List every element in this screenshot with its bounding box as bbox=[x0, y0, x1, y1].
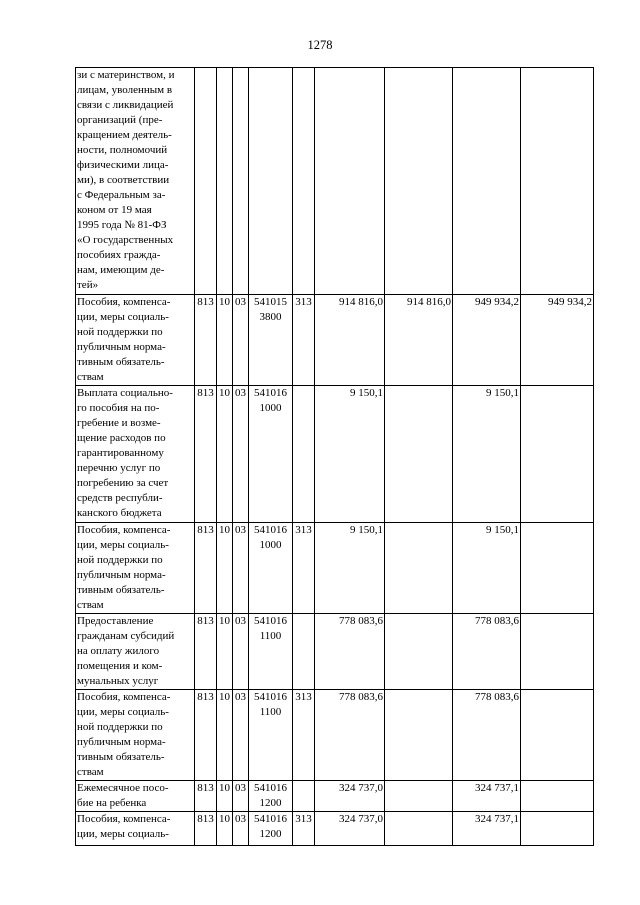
cell-name-line: средств республи- bbox=[77, 492, 163, 504]
cell-amount: 9 150,1 bbox=[315, 523, 385, 614]
table-row bbox=[76, 781, 594, 812]
cell-name-line: тей» bbox=[77, 279, 99, 291]
cell-name-line: ствам bbox=[77, 599, 104, 611]
cell-csr bbox=[249, 68, 293, 295]
cell-name-line: го пособия на по- bbox=[77, 402, 160, 414]
cell-vr: 313 bbox=[293, 295, 315, 386]
cell-name-line: тивным обязатель- bbox=[77, 584, 165, 596]
cell-csr bbox=[249, 781, 293, 812]
cell-vr bbox=[293, 68, 315, 295]
cell-name bbox=[76, 690, 195, 781]
cell-name-line: помещения и ком- bbox=[77, 660, 163, 672]
cell-name-line: перечню услуг по bbox=[77, 462, 161, 474]
cell-csr-line: 541016 bbox=[254, 782, 287, 794]
cell-amount bbox=[315, 68, 385, 295]
cell-vr bbox=[293, 386, 315, 523]
cell-pr: 03 bbox=[233, 690, 249, 781]
cell-grbs: 813 bbox=[195, 690, 217, 781]
cell-grbs: 813 bbox=[195, 523, 217, 614]
cell-amount bbox=[521, 781, 594, 812]
cell-amount: 778 083,6 bbox=[453, 690, 521, 781]
cell-rz: 10 bbox=[217, 295, 233, 386]
cell-name-line: ствам bbox=[77, 371, 104, 383]
cell-vr: 313 bbox=[293, 690, 315, 781]
cell-name-line: ции, меры социаль- bbox=[77, 828, 169, 840]
cell-amount bbox=[521, 386, 594, 523]
cell-amount bbox=[521, 812, 594, 846]
cell-amount: 9 150,1 bbox=[453, 523, 521, 614]
cell-csr-line: 1200 bbox=[259, 828, 282, 840]
cell-csr-line: 1000 bbox=[259, 402, 282, 414]
cell-amount bbox=[385, 614, 453, 690]
cell-csr-line: 1200 bbox=[259, 797, 282, 809]
cell-amount bbox=[385, 812, 453, 846]
table-row bbox=[76, 386, 594, 523]
table-row bbox=[76, 614, 594, 690]
cell-pr: 03 bbox=[233, 781, 249, 812]
cell-name-line: публичным норма- bbox=[77, 569, 166, 581]
cell-amount: 949 934,2 bbox=[521, 295, 594, 386]
cell-vr: 313 bbox=[293, 523, 315, 614]
cell-name-line: на оплату жилого bbox=[77, 645, 160, 657]
cell-csr-line: 1100 bbox=[259, 706, 282, 718]
cell-pr: 03 bbox=[233, 812, 249, 846]
cell-name-line: лицам, уволенным в bbox=[77, 84, 173, 96]
cell-csr-line: 541015 bbox=[254, 296, 287, 308]
cell-name bbox=[76, 812, 195, 846]
cell-csr-line: 541016 bbox=[254, 387, 287, 399]
cell-rz: 10 bbox=[217, 690, 233, 781]
cell-pr: 03 bbox=[233, 614, 249, 690]
table-row bbox=[76, 690, 594, 781]
page-number: 1278 bbox=[307, 38, 333, 52]
cell-amount: 324 737,1 bbox=[453, 812, 521, 846]
cell-name-line: Ежемесячное посо- bbox=[77, 782, 169, 794]
cell-name-line: пособиях гражда- bbox=[77, 249, 161, 261]
cell-name bbox=[76, 68, 195, 295]
cell-name-line: ной поддержки по bbox=[77, 326, 163, 338]
table-row bbox=[76, 295, 594, 386]
cell-pr bbox=[233, 68, 249, 295]
cell-name-line: с Федеральным за- bbox=[77, 189, 166, 201]
cell-grbs: 813 bbox=[195, 781, 217, 812]
cell-name-line: 1995 года № 81-ФЗ bbox=[77, 219, 167, 231]
cell-name-line: гражданам субсидий bbox=[77, 630, 175, 642]
cell-vr bbox=[293, 614, 315, 690]
cell-name-line: ции, меры социаль- bbox=[77, 706, 169, 718]
cell-name-line: «О государственных bbox=[77, 234, 174, 246]
cell-name-line: публичным норма- bbox=[77, 736, 166, 748]
cell-amount: 778 083,6 bbox=[315, 690, 385, 781]
cell-name-line: Выплата социально- bbox=[77, 387, 173, 399]
cell-csr bbox=[249, 386, 293, 523]
cell-amount bbox=[385, 386, 453, 523]
table-row bbox=[76, 68, 594, 295]
cell-grbs: 813 bbox=[195, 295, 217, 386]
cell-rz bbox=[217, 68, 233, 295]
cell-amount: 914 816,0 bbox=[315, 295, 385, 386]
cell-pr: 03 bbox=[233, 295, 249, 386]
cell-amount: 949 934,2 bbox=[453, 295, 521, 386]
cell-name-line: Предоставление bbox=[77, 615, 154, 627]
cell-csr-line: 541016 bbox=[254, 691, 287, 703]
cell-amount: 324 737,0 bbox=[315, 781, 385, 812]
cell-amount bbox=[385, 781, 453, 812]
cell-csr bbox=[249, 523, 293, 614]
cell-name-line: канского бюджета bbox=[77, 507, 162, 519]
cell-name bbox=[76, 523, 195, 614]
budget-table bbox=[75, 67, 594, 846]
cell-name bbox=[76, 295, 195, 386]
cell-name-line: кращением деятель- bbox=[77, 129, 172, 141]
cell-amount: 778 083,6 bbox=[453, 614, 521, 690]
cell-amount: 9 150,1 bbox=[315, 386, 385, 523]
cell-csr bbox=[249, 295, 293, 386]
cell-vr bbox=[293, 781, 315, 812]
cell-pr: 03 bbox=[233, 523, 249, 614]
table-row bbox=[76, 812, 594, 846]
cell-name-line: бие на ребенка bbox=[77, 797, 147, 809]
cell-amount bbox=[521, 68, 594, 295]
cell-rz: 10 bbox=[217, 781, 233, 812]
cell-name-line: тивным обязатель- bbox=[77, 356, 165, 368]
cell-csr bbox=[249, 690, 293, 781]
cell-amount bbox=[453, 68, 521, 295]
cell-amount bbox=[521, 690, 594, 781]
cell-name-line: щение расходов по bbox=[77, 432, 166, 444]
cell-name-line: ности, полномочий bbox=[77, 144, 168, 156]
cell-grbs: 813 bbox=[195, 386, 217, 523]
cell-rz: 10 bbox=[217, 386, 233, 523]
cell-name-line: тивным обязатель- bbox=[77, 751, 165, 763]
cell-name-line: Пособия, компенса- bbox=[77, 691, 171, 703]
cell-amount bbox=[521, 523, 594, 614]
cell-csr-line: 1000 bbox=[259, 539, 282, 551]
cell-amount bbox=[385, 68, 453, 295]
cell-name-line: ми), в соответствии bbox=[77, 174, 170, 186]
cell-amount bbox=[521, 614, 594, 690]
cell-name-line: Пособия, компенса- bbox=[77, 524, 171, 536]
cell-csr-line: 541016 bbox=[254, 813, 287, 825]
cell-amount: 914 816,0 bbox=[385, 295, 453, 386]
cell-name-line: публичным норма- bbox=[77, 341, 166, 353]
cell-csr-line: 541016 bbox=[254, 615, 287, 627]
cell-name-line: зи с материнством, и bbox=[77, 69, 175, 81]
cell-name-line: Пособия, компенса- bbox=[77, 813, 171, 825]
cell-csr bbox=[249, 812, 293, 846]
cell-name-line: мунальных услуг bbox=[77, 675, 159, 687]
cell-rz: 10 bbox=[217, 523, 233, 614]
cell-amount: 9 150,1 bbox=[453, 386, 521, 523]
cell-amount bbox=[385, 523, 453, 614]
cell-name-line: физическими лица- bbox=[77, 159, 169, 171]
table-row bbox=[76, 523, 594, 614]
cell-name-line: гарантированному bbox=[77, 447, 164, 459]
cell-name-line: нам, имеющим де- bbox=[77, 264, 165, 276]
cell-vr: 313 bbox=[293, 812, 315, 846]
cell-amount bbox=[385, 690, 453, 781]
cell-csr-line: 3800 bbox=[259, 311, 282, 323]
cell-csr-line: 1100 bbox=[259, 630, 282, 642]
cell-name-line: ной поддержки по bbox=[77, 554, 163, 566]
cell-grbs bbox=[195, 68, 217, 295]
cell-name bbox=[76, 781, 195, 812]
cell-csr-line: 541016 bbox=[254, 524, 287, 536]
cell-grbs: 813 bbox=[195, 614, 217, 690]
cell-amount: 778 083,6 bbox=[315, 614, 385, 690]
cell-csr bbox=[249, 614, 293, 690]
cell-name-line: Пособия, компенса- bbox=[77, 296, 171, 308]
cell-name-line: организаций (пре- bbox=[77, 114, 163, 126]
cell-name-line: ции, меры социаль- bbox=[77, 539, 169, 551]
cell-name bbox=[76, 614, 195, 690]
cell-name-line: погребению за счет bbox=[77, 477, 169, 489]
cell-name-line: ствам bbox=[77, 766, 104, 778]
cell-rz: 10 bbox=[217, 812, 233, 846]
cell-name bbox=[76, 386, 195, 523]
cell-name-line: коном от 19 мая bbox=[77, 204, 152, 216]
cell-name-line: гребение и возме- bbox=[77, 417, 161, 429]
cell-grbs: 813 bbox=[195, 812, 217, 846]
cell-name-line: ной поддержки по bbox=[77, 721, 163, 733]
cell-name-line: связи с ликвидацией bbox=[77, 99, 174, 111]
cell-amount: 324 737,0 bbox=[315, 812, 385, 846]
cell-pr: 03 bbox=[233, 386, 249, 523]
cell-amount: 324 737,1 bbox=[453, 781, 521, 812]
cell-rz: 10 bbox=[217, 614, 233, 690]
cell-name-line: ции, меры социаль- bbox=[77, 311, 169, 323]
